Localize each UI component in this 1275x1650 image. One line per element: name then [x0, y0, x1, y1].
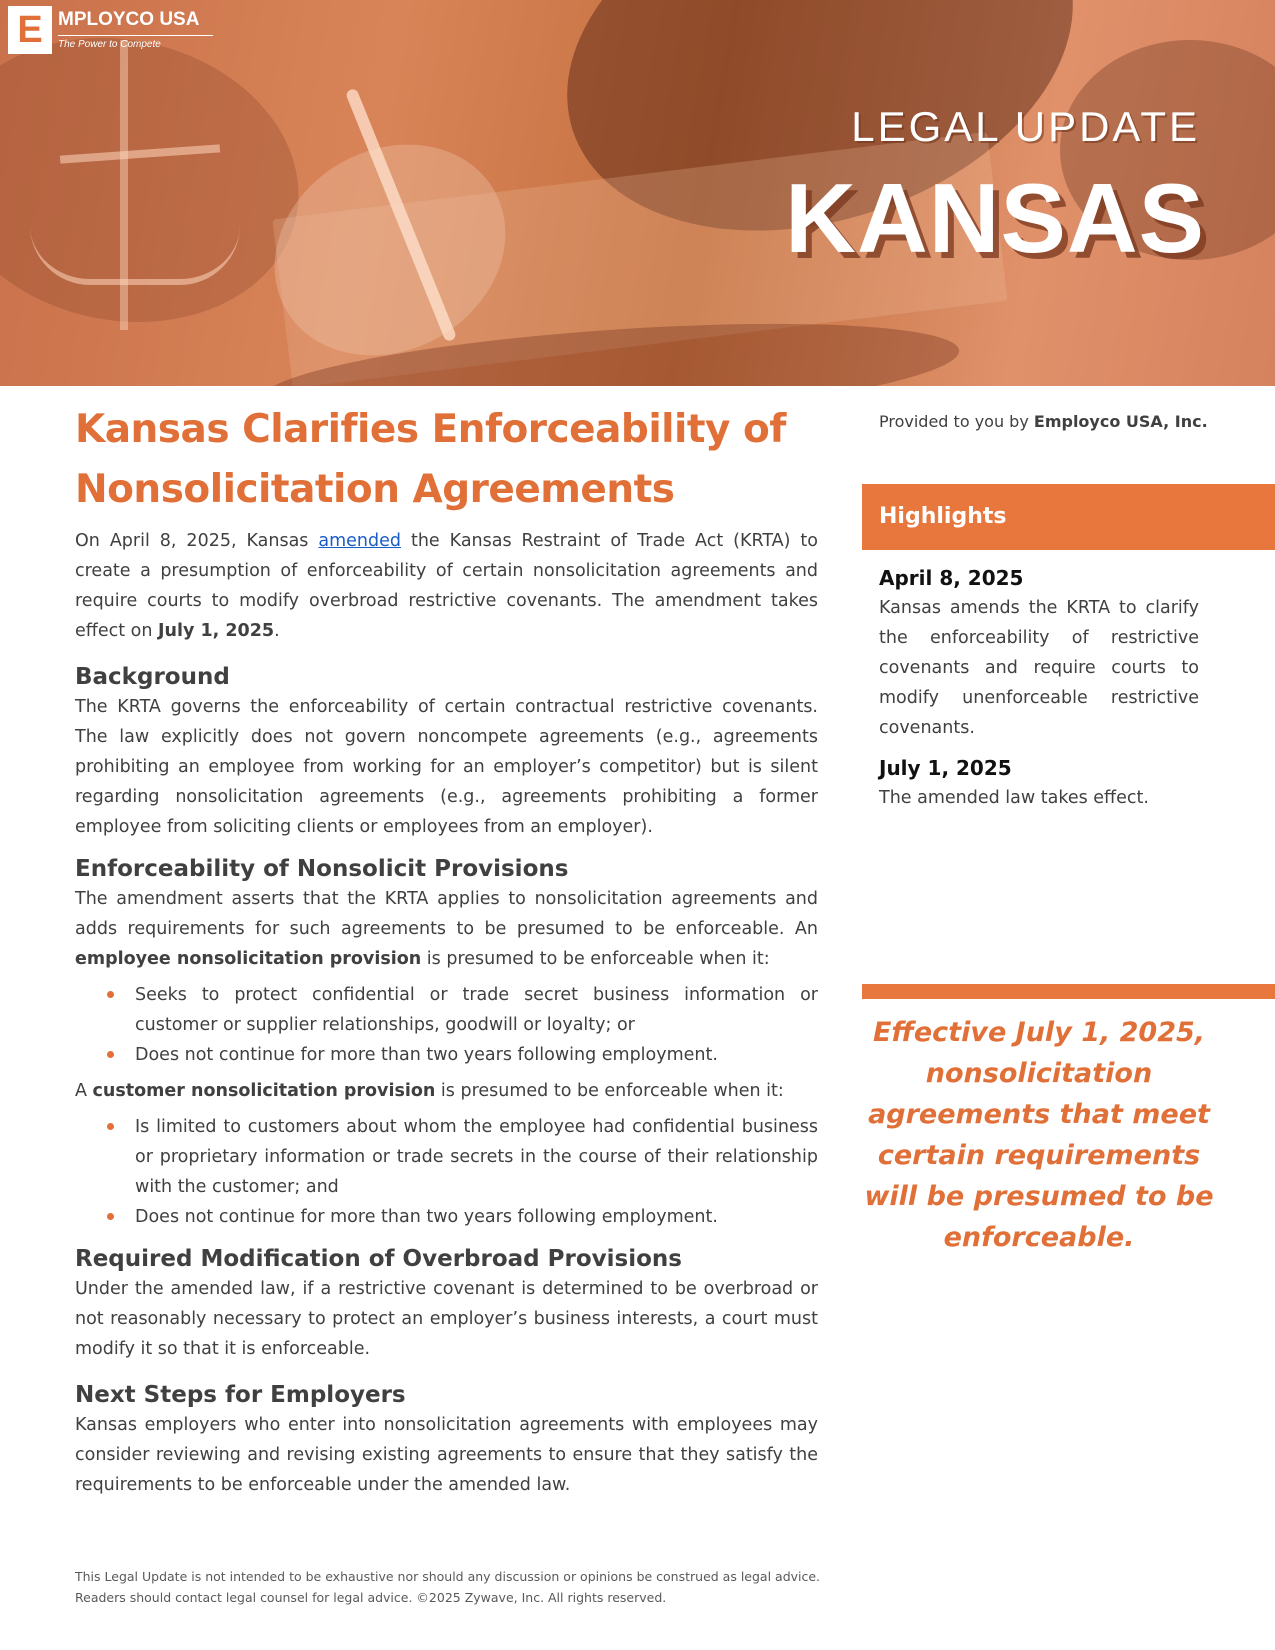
list-item: Is limited to customers about whom the employee had confidential business or proprietary information or trade secrets in the course of their relationship with the customer; and: [135, 1112, 818, 1202]
enforceability-text: The amendment asserts that the KRTA applies to nonsolicitation agreements and adds requirements for such agreements to be presumed to be enforceable. An: [75, 889, 818, 939]
banner-photo-shape: [0, 6, 325, 355]
provided-prefix: Provided to you by: [879, 412, 1034, 431]
background-paragraph: The KRTA governs the enforceability of certain contractual restrictive covenants. The law explicitly does not govern noncompete agreements (e.g., agreements prohibiting an employee from working for an employer’s competitor) but is silent regarding nonsolicitation agreements (e.g., agreements prohibiting a former employee from soliciting clients or employees from an employer).: [75, 697, 818, 837]
provided-by-line: [879, 412, 1208, 431]
highlight-date: April 8, 2025: [879, 566, 1024, 590]
highlights-list: [879, 563, 1199, 823]
pull-quote: Effective July 1, 2025, nonsolicitation agreements that meet certain requirements will be presumed to be enforceable.: [864, 1017, 1214, 1253]
article-column: [75, 400, 818, 1500]
highlight-item: [879, 563, 1199, 743]
modification-paragraph: Under the amended law, if a restrictive covenant is determined to be overbroad or not reasonably necessary to protect an employer’s business interests, a court must modify it so that it is enforceable.: [75, 1279, 818, 1359]
customer-text: is presumed to be enforceable when it:: [435, 1081, 784, 1101]
highlight-item: [879, 753, 1199, 813]
employco-logo: [8, 6, 213, 56]
list-item: Does not continue for more than two years following employment.: [135, 1040, 818, 1070]
enforceability-paragraph: [75, 884, 818, 974]
logo-name: MPLOYCO USA: [58, 9, 200, 30]
banner-title: KANSAS: [785, 163, 1205, 273]
customer-provision-term: customer nonsolicitation provision: [92, 1081, 436, 1101]
customer-paragraph: [75, 1076, 818, 1106]
page-title: Kansas Clarifies Enforceability of Nonsolicitation Agreements: [75, 407, 786, 512]
highlight-date: July 1, 2025: [879, 756, 1012, 780]
provided-company: Employco USA, Inc.: [1033, 412, 1208, 431]
intro-text: On April 8, 2025, Kansas: [75, 531, 319, 551]
employee-provision-term: employee nonsolicitation provision: [75, 949, 422, 969]
amended-link[interactable]: amended: [318, 531, 402, 551]
scale-of-justice-pan: [30, 225, 240, 285]
banner-subtitle: LEGAL UPDATE: [851, 103, 1200, 150]
logo-tagline: The Power to Compete: [58, 39, 161, 50]
intro-text: .: [274, 621, 280, 641]
section-heading-next-steps: Next Steps for Employers: [75, 1382, 406, 1408]
scale-of-justice-post: [120, 40, 128, 330]
legal-disclaimer: This Legal Update is not intended to be exhaustive nor should any discussion or opinions be construed as legal advice. Readers should contact legal counsel for legal advice. ©2025 Zywave, Inc. All rights reserved.: [75, 1569, 821, 1605]
section-heading-modification: Required Modification of Overbroad Provisions: [75, 1246, 682, 1272]
enforceability-text: is presumed to be enforceable when it:: [421, 949, 770, 969]
logo-letter: E: [8, 6, 52, 54]
intro-text: the Kansas Restraint of Trade Act (KRTA) to create a presumption of enforceability of certain nonsolicitation agreements and require courts to modify overbroad restrictive covenants. The amendment takes effect on: [75, 531, 818, 641]
header-banner: [0, 0, 1275, 386]
section-heading-background: Background: [75, 664, 230, 690]
pull-quote-divider: [862, 984, 1275, 999]
highlight-text: Kansas amends the KRTA to clarify the enforceability of restrictive covenants and require courts to modify unenforceable restrictive covenants.: [879, 598, 1199, 738]
section-heading-enforceability: Enforceability of Nonsolicit Provisions: [75, 856, 569, 882]
intro-paragraph: [75, 526, 818, 646]
customer-text: A: [75, 1081, 93, 1101]
list-item: Does not continue for more than two years following employment.: [135, 1202, 818, 1232]
next-steps-paragraph: Kansas employers who enter into nonsolicitation agreements with employees may consider reviewing and revising existing agreements to ensure that they satisfy the requirements to be enforceable under the amended law.: [75, 1415, 818, 1495]
highlights-header: Highlights: [862, 484, 1275, 550]
list-item: Seeks to protect confidential or trade secret business information or customer or supplier relationships, goodwill or loyalty; or: [135, 980, 818, 1040]
intro-effective-date: July 1, 2025: [158, 621, 275, 641]
customer-bullet-list: [75, 1112, 818, 1232]
employee-bullet-list: [75, 980, 818, 1070]
highlight-text: The amended law takes effect.: [879, 788, 1149, 808]
logo-divider: [58, 35, 213, 36]
